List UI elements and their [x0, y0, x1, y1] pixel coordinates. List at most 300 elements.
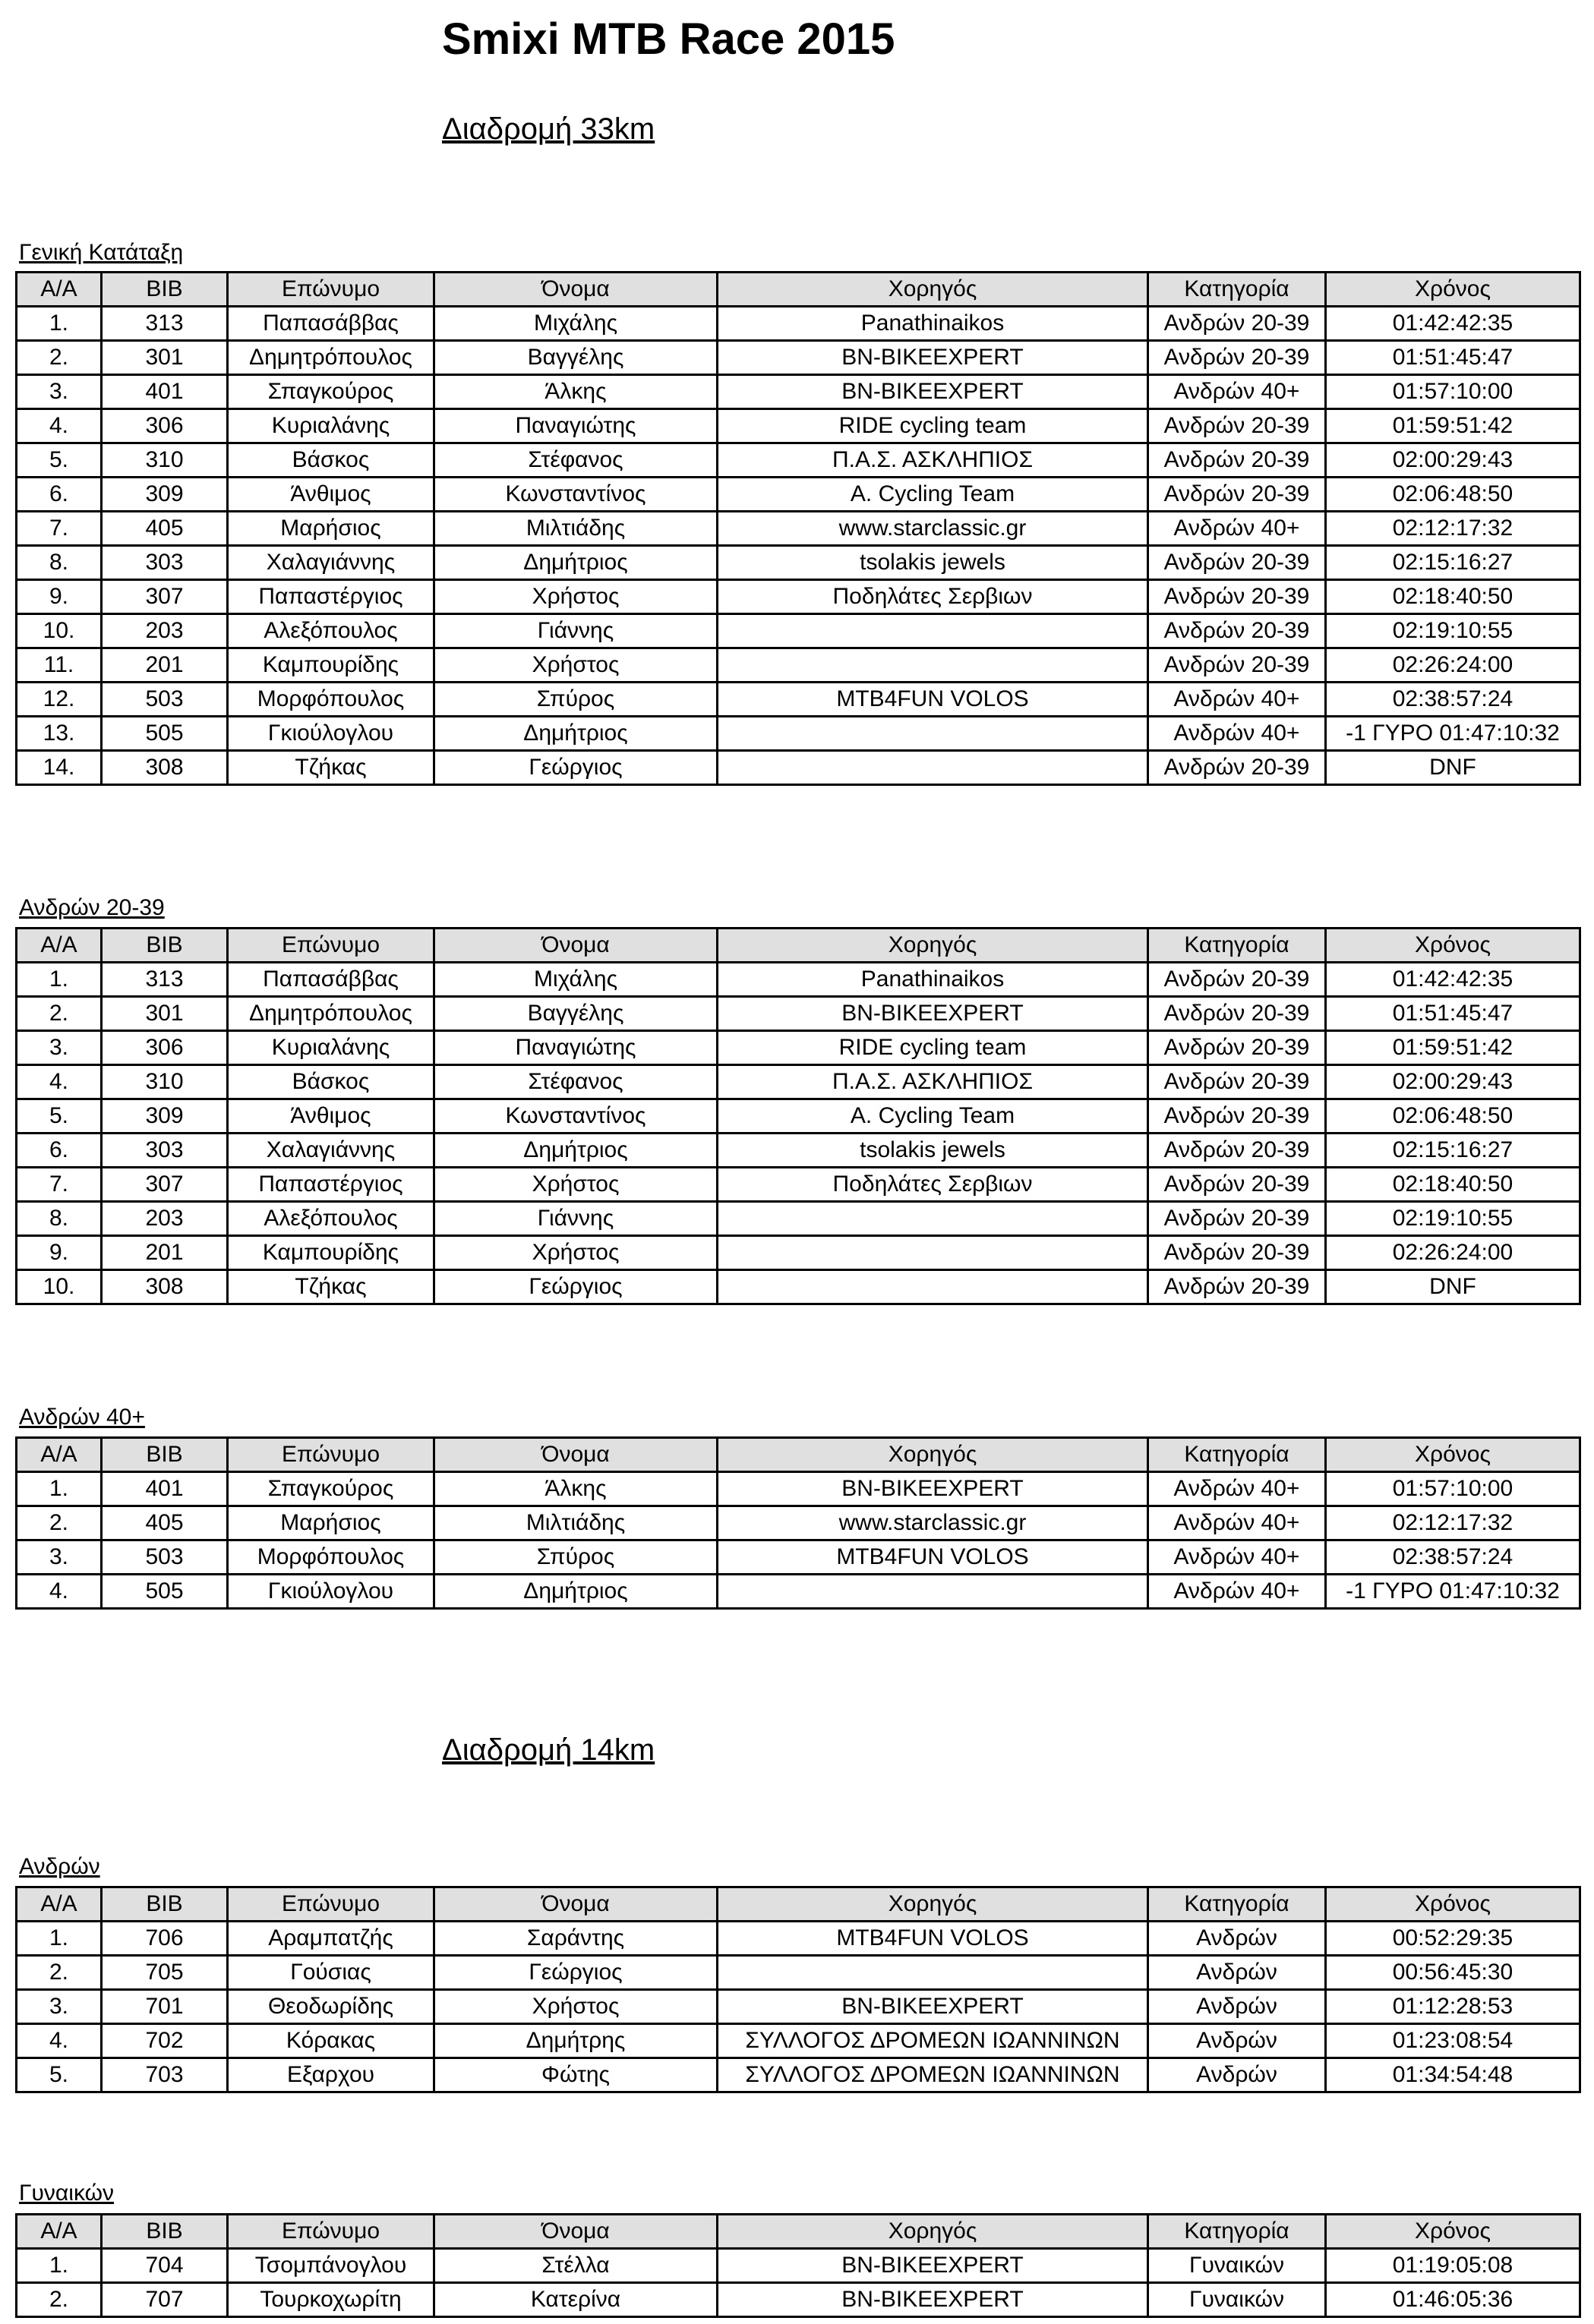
table-row	[17, 580, 1580, 614]
column-header-position: Α/Α	[17, 273, 102, 307]
column-header-bib: BIB	[102, 2215, 228, 2249]
column-header-time: Χρόνος	[1326, 1887, 1580, 1922]
cell-surname: Βάσκος	[228, 443, 434, 478]
cell-position: 7.	[17, 512, 102, 546]
cell-bib: 306	[102, 409, 228, 443]
cell-position: 2.	[17, 1956, 102, 1990]
table-row	[17, 1575, 1580, 1609]
cell-surname: Παπασάββας	[228, 963, 434, 997]
cell-bib: 313	[102, 963, 228, 997]
table-row	[17, 997, 1580, 1031]
column-header-time: Χρόνος	[1326, 2215, 1580, 2249]
cell-time: 01:46:05:36	[1326, 2283, 1580, 2317]
cell-position: 8.	[17, 546, 102, 580]
cell-sponsor: RIDE cycling team	[718, 1031, 1148, 1065]
cell-first-name: Κωνσταντίνος	[434, 1099, 718, 1134]
cell-bib: 401	[102, 1472, 228, 1506]
cell-category: Ανδρών 20-39	[1148, 614, 1326, 648]
column-header-sponsor: Χορηγός	[718, 2215, 1148, 2249]
cell-time: 01:57:10:00	[1326, 1472, 1580, 1506]
cell-position: 5.	[17, 1099, 102, 1134]
cell-position: 1.	[17, 1472, 102, 1506]
cell-time: 01:23:08:54	[1326, 2024, 1580, 2058]
column-header-first-name: Όνομα	[434, 929, 718, 963]
cell-surname: Τουρκοχωρίτη	[228, 2283, 434, 2317]
cell-category: Ανδρών 40+	[1148, 717, 1326, 751]
column-header-category: Κατηγορία	[1148, 1887, 1326, 1922]
column-header-surname: Επώνυμο	[228, 273, 434, 307]
cell-sponsor: Ποδηλάτες Σερβιων	[718, 1168, 1148, 1202]
cell-category: Ανδρών 20-39	[1148, 307, 1326, 341]
table-row	[17, 1990, 1580, 2024]
cell-bib: 306	[102, 1031, 228, 1065]
cell-first-name: Άλκης	[434, 375, 718, 409]
cell-surname: Κυριαλάνης	[228, 1031, 434, 1065]
cell-sponsor: Π.Α.Σ. ΑΣΚΛΗΠΙΟΣ	[718, 443, 1148, 478]
cell-position: 3.	[17, 1990, 102, 2024]
cell-time: -1 ΓΥΡΟ 01:47:10:32	[1326, 717, 1580, 751]
cell-time: DNF	[1326, 751, 1580, 785]
cell-position: 4.	[17, 1575, 102, 1609]
cell-first-name: Άλκης	[434, 1472, 718, 1506]
cell-sponsor	[718, 1575, 1148, 1609]
cell-position: 13.	[17, 717, 102, 751]
cell-first-name: Βαγγέλης	[434, 341, 718, 375]
cell-bib: 503	[102, 683, 228, 717]
table-row	[17, 546, 1580, 580]
cell-time: 01:51:45:47	[1326, 341, 1580, 375]
cell-category: Ανδρών 20-39	[1148, 1134, 1326, 1168]
table-header-row	[17, 1438, 1580, 1472]
cell-time: 02:12:17:32	[1326, 512, 1580, 546]
cell-sponsor	[718, 648, 1148, 683]
cell-sponsor: www.starclassic.gr	[718, 512, 1148, 546]
results-table-women-14km	[15, 2213, 1581, 2318]
cell-bib: 308	[102, 751, 228, 785]
cell-bib: 707	[102, 2283, 228, 2317]
table-row	[17, 1506, 1580, 1540]
cell-sponsor: MTB4FUN VOLOS	[718, 683, 1148, 717]
cell-category: Ανδρών 40+	[1148, 1540, 1326, 1575]
cell-time: 02:18:40:50	[1326, 580, 1580, 614]
cell-bib: 704	[102, 2249, 228, 2283]
cell-surname: Θεοδωρίδης	[228, 1990, 434, 2024]
cell-category: Ανδρών 20-39	[1148, 1031, 1326, 1065]
cell-category: Ανδρών 20-39	[1148, 580, 1326, 614]
cell-bib: 307	[102, 1168, 228, 1202]
cell-first-name: Στέφανος	[434, 1065, 718, 1099]
cell-time: 02:06:48:50	[1326, 478, 1580, 512]
table-row	[17, 1472, 1580, 1506]
cell-position: 4.	[17, 1065, 102, 1099]
cell-bib: 308	[102, 1270, 228, 1304]
cell-first-name: Σπύρος	[434, 1540, 718, 1575]
cell-first-name: Γεώργιος	[434, 1270, 718, 1304]
cell-surname: Γκιούλογλου	[228, 717, 434, 751]
cell-surname: Δημητρόπουλος	[228, 997, 434, 1031]
cell-position: 11.	[17, 648, 102, 683]
column-header-surname: Επώνυμο	[228, 929, 434, 963]
table-row	[17, 751, 1580, 785]
cell-first-name: Γιάννης	[434, 614, 718, 648]
cell-category: Ανδρών 20-39	[1148, 963, 1326, 997]
cell-time: 02:26:24:00	[1326, 1236, 1580, 1270]
cell-sponsor: tsolakis jewels	[718, 546, 1148, 580]
column-header-category: Κατηγορία	[1148, 273, 1326, 307]
cell-bib: 301	[102, 997, 228, 1031]
table-row	[17, 1956, 1580, 1990]
cell-sponsor	[718, 717, 1148, 751]
cell-position: 4.	[17, 2024, 102, 2058]
cell-first-name: Γιάννης	[434, 1202, 718, 1236]
table-row	[17, 1922, 1580, 1956]
cell-category: Ανδρών 20-39	[1148, 1168, 1326, 1202]
cell-sponsor: BN-BIKEEXPERT	[718, 2249, 1148, 2283]
column-header-category: Κατηγορία	[1148, 929, 1326, 963]
section-label-men-20-39: Ανδρών 20-39	[19, 895, 165, 920]
cell-position: 5.	[17, 2058, 102, 2092]
cell-sponsor: BN-BIKEEXPERT	[718, 375, 1148, 409]
cell-time: 01:34:54:48	[1326, 2058, 1580, 2092]
table-row	[17, 1168, 1580, 1202]
cell-surname: Αλεξόπουλος	[228, 1202, 434, 1236]
cell-category: Ανδρών 40+	[1148, 375, 1326, 409]
cell-category: Ανδρών 20-39	[1148, 1202, 1326, 1236]
cell-sponsor	[718, 1202, 1148, 1236]
cell-surname: Μαρήσιος	[228, 512, 434, 546]
cell-sponsor: RIDE cycling team	[718, 409, 1148, 443]
cell-sponsor: tsolakis jewels	[718, 1134, 1148, 1168]
cell-position: 3.	[17, 1031, 102, 1065]
cell-position: 3.	[17, 1540, 102, 1575]
cell-category: Ανδρών	[1148, 2024, 1326, 2058]
cell-surname: Εξαρχου	[228, 2058, 434, 2092]
cell-time: 02:06:48:50	[1326, 1099, 1580, 1134]
column-header-surname: Επώνυμο	[228, 1887, 434, 1922]
cell-first-name: Γεώργιος	[434, 751, 718, 785]
cell-surname: Κόρακας	[228, 2024, 434, 2058]
cell-first-name: Παναγιώτης	[434, 409, 718, 443]
cell-first-name: Δημήτριος	[434, 717, 718, 751]
table-row	[17, 512, 1580, 546]
cell-sponsor	[718, 751, 1148, 785]
cell-category: Ανδρών 20-39	[1148, 409, 1326, 443]
cell-bib: 201	[102, 648, 228, 683]
table-row	[17, 2283, 1580, 2317]
cell-category: Ανδρών 40+	[1148, 512, 1326, 546]
column-header-surname: Επώνυμο	[228, 2215, 434, 2249]
column-header-first-name: Όνομα	[434, 1887, 718, 1922]
cell-category: Γυναικών	[1148, 2249, 1326, 2283]
cell-category: Ανδρών 40+	[1148, 683, 1326, 717]
column-header-position: Α/Α	[17, 929, 102, 963]
cell-sponsor	[718, 1236, 1148, 1270]
cell-first-name: Στέφανος	[434, 443, 718, 478]
cell-sponsor: A. Cycling Team	[718, 478, 1148, 512]
cell-bib: 705	[102, 1956, 228, 1990]
cell-category: Ανδρών 40+	[1148, 1472, 1326, 1506]
cell-time: -1 ΓΥΡΟ 01:47:10:32	[1326, 1575, 1580, 1609]
cell-first-name: Χρήστος	[434, 1168, 718, 1202]
page-title: Smixi MTB Race 2015	[442, 14, 895, 64]
cell-bib: 310	[102, 1065, 228, 1099]
cell-position: 2.	[17, 1506, 102, 1540]
cell-surname: Παπασάββας	[228, 307, 434, 341]
column-header-bib: BIB	[102, 929, 228, 963]
cell-bib: 505	[102, 717, 228, 751]
results-table-overall	[15, 271, 1581, 786]
table-row	[17, 409, 1580, 443]
cell-time: 02:00:29:43	[1326, 443, 1580, 478]
cell-first-name: Μιλτιάδης	[434, 1506, 718, 1540]
column-header-time: Χρόνος	[1326, 929, 1580, 963]
cell-first-name: Δημήτρης	[434, 2024, 718, 2058]
cell-position: 6.	[17, 478, 102, 512]
column-header-bib: BIB	[102, 1438, 228, 1472]
cell-position: 4.	[17, 409, 102, 443]
cell-bib: 309	[102, 478, 228, 512]
cell-first-name: Σαράντης	[434, 1922, 718, 1956]
cell-time: 01:19:05:08	[1326, 2249, 1580, 2283]
cell-surname: Τζήκας	[228, 751, 434, 785]
cell-category: Ανδρών	[1148, 2058, 1326, 2092]
cell-surname: Χαλαγιάννης	[228, 546, 434, 580]
cell-sponsor: Panathinaikos	[718, 963, 1148, 997]
cell-category: Ανδρών 20-39	[1148, 751, 1326, 785]
cell-first-name: Χρήστος	[434, 580, 718, 614]
results-table-men-14km	[15, 1886, 1581, 2093]
table-row	[17, 1540, 1580, 1575]
table-row	[17, 2058, 1580, 2092]
cell-position: 2.	[17, 2283, 102, 2317]
table-row	[17, 1236, 1580, 1270]
section-label-men: Ανδρών	[19, 1854, 100, 1879]
cell-time: 02:26:24:00	[1326, 648, 1580, 683]
cell-sponsor: Panathinaikos	[718, 307, 1148, 341]
column-header-sponsor: Χορηγός	[718, 1438, 1148, 1472]
cell-category: Γυναικών	[1148, 2283, 1326, 2317]
cell-first-name: Δημήτριος	[434, 546, 718, 580]
column-header-surname: Επώνυμο	[228, 1438, 434, 1472]
cell-first-name: Μιχάλης	[434, 307, 718, 341]
cell-surname: Παπαστέργιος	[228, 1168, 434, 1202]
cell-sponsor: www.starclassic.gr	[718, 1506, 1148, 1540]
table-row	[17, 2024, 1580, 2058]
cell-position: 14.	[17, 751, 102, 785]
column-header-sponsor: Χορηγός	[718, 929, 1148, 963]
cell-bib: 703	[102, 2058, 228, 2092]
cell-time: 02:18:40:50	[1326, 1168, 1580, 1202]
cell-sponsor	[718, 1956, 1148, 1990]
cell-sponsor: BN-BIKEEXPERT	[718, 1990, 1148, 2024]
cell-position: 1.	[17, 2249, 102, 2283]
table-row	[17, 307, 1580, 341]
cell-bib: 313	[102, 307, 228, 341]
cell-first-name: Κατερίνα	[434, 2283, 718, 2317]
cell-bib: 303	[102, 546, 228, 580]
cell-surname: Τζήκας	[228, 1270, 434, 1304]
cell-time: 02:12:17:32	[1326, 1506, 1580, 1540]
cell-surname: Τσομπάνογλου	[228, 2249, 434, 2283]
cell-position: 12.	[17, 683, 102, 717]
cell-first-name: Φώτης	[434, 2058, 718, 2092]
cell-surname: Βάσκος	[228, 1065, 434, 1099]
section-label-women: Γυναικών	[19, 2181, 114, 2206]
cell-position: 9.	[17, 580, 102, 614]
cell-surname: Κυριαλάνης	[228, 409, 434, 443]
cell-category: Ανδρών 20-39	[1148, 1065, 1326, 1099]
cell-surname: Δημητρόπουλος	[228, 341, 434, 375]
cell-time: 01:59:51:42	[1326, 1031, 1580, 1065]
table-row	[17, 614, 1580, 648]
table-row	[17, 375, 1580, 409]
cell-time: 00:52:29:35	[1326, 1922, 1580, 1956]
cell-time: 02:00:29:43	[1326, 1065, 1580, 1099]
cell-time: 01:59:51:42	[1326, 409, 1580, 443]
cell-time: DNF	[1326, 1270, 1580, 1304]
column-header-category: Κατηγορία	[1148, 2215, 1326, 2249]
cell-surname: Αραμπατζής	[228, 1922, 434, 1956]
cell-time: 02:38:57:24	[1326, 683, 1580, 717]
section-label-men-40plus: Ανδρών 40+	[19, 1405, 145, 1430]
cell-bib: 310	[102, 443, 228, 478]
cell-category: Ανδρών 20-39	[1148, 997, 1326, 1031]
cell-category: Ανδρών 20-39	[1148, 478, 1326, 512]
cell-position: 1.	[17, 1922, 102, 1956]
cell-category: Ανδρών 40+	[1148, 1575, 1326, 1609]
cell-first-name: Δημήτριος	[434, 1134, 718, 1168]
column-header-first-name: Όνομα	[434, 273, 718, 307]
cell-first-name: Γεώργιος	[434, 1956, 718, 1990]
cell-category: Ανδρών 20-39	[1148, 443, 1326, 478]
cell-category: Ανδρών 20-39	[1148, 1236, 1326, 1270]
cell-category: Ανδρών 20-39	[1148, 1270, 1326, 1304]
table-row	[17, 478, 1580, 512]
cell-category: Ανδρών 20-39	[1148, 648, 1326, 683]
cell-sponsor: MTB4FUN VOLOS	[718, 1922, 1148, 1956]
cell-sponsor	[718, 1270, 1148, 1304]
cell-surname: Άνθιμος	[228, 478, 434, 512]
cell-position: 2.	[17, 341, 102, 375]
column-header-bib: BIB	[102, 273, 228, 307]
cell-surname: Αλεξόπουλος	[228, 614, 434, 648]
cell-category: Ανδρών	[1148, 1956, 1326, 1990]
cell-position: 5.	[17, 443, 102, 478]
cell-bib: 203	[102, 614, 228, 648]
table-row	[17, 1099, 1580, 1134]
cell-time: 01:57:10:00	[1326, 375, 1580, 409]
cell-sponsor: BN-BIKEEXPERT	[718, 1472, 1148, 1506]
cell-bib: 309	[102, 1099, 228, 1134]
cell-position: 2.	[17, 997, 102, 1031]
table-row	[17, 1031, 1580, 1065]
cell-time: 01:42:42:35	[1326, 307, 1580, 341]
table-header-row	[17, 273, 1580, 307]
cell-sponsor: BN-BIKEEXPERT	[718, 2283, 1148, 2317]
cell-position: 8.	[17, 1202, 102, 1236]
table-row	[17, 648, 1580, 683]
column-header-position: Α/Α	[17, 1887, 102, 1922]
results-table-men-20-39	[15, 927, 1581, 1305]
cell-position: 10.	[17, 1270, 102, 1304]
cell-first-name: Μιχάλης	[434, 963, 718, 997]
cell-position: 10.	[17, 614, 102, 648]
column-header-time: Χρόνος	[1326, 273, 1580, 307]
cell-time: 02:38:57:24	[1326, 1540, 1580, 1575]
column-header-position: Α/Α	[17, 1438, 102, 1472]
cell-surname: Χαλαγιάννης	[228, 1134, 434, 1168]
cell-position: 1.	[17, 963, 102, 997]
table-row	[17, 1065, 1580, 1099]
cell-time: 02:15:16:27	[1326, 546, 1580, 580]
cell-category: Ανδρών	[1148, 1990, 1326, 2024]
cell-time: 01:42:42:35	[1326, 963, 1580, 997]
cell-first-name: Χρήστος	[434, 1236, 718, 1270]
cell-surname: Άνθιμος	[228, 1099, 434, 1134]
cell-bib: 503	[102, 1540, 228, 1575]
cell-position: 6.	[17, 1134, 102, 1168]
cell-first-name: Βαγγέλης	[434, 997, 718, 1031]
cell-bib: 706	[102, 1922, 228, 1956]
column-header-position: Α/Α	[17, 2215, 102, 2249]
cell-sponsor: BN-BIKEEXPERT	[718, 341, 1148, 375]
cell-bib: 307	[102, 580, 228, 614]
column-header-sponsor: Χορηγός	[718, 273, 1148, 307]
cell-category: Ανδρών 20-39	[1148, 1099, 1326, 1134]
column-header-first-name: Όνομα	[434, 1438, 718, 1472]
cell-sponsor: BN-BIKEEXPERT	[718, 997, 1148, 1031]
cell-time: 01:51:45:47	[1326, 997, 1580, 1031]
cell-category: Ανδρών 40+	[1148, 1506, 1326, 1540]
cell-first-name: Μιλτιάδης	[434, 512, 718, 546]
table-row	[17, 341, 1580, 375]
cell-bib: 505	[102, 1575, 228, 1609]
cell-category: Ανδρών 20-39	[1148, 546, 1326, 580]
table-row	[17, 683, 1580, 717]
cell-first-name: Κωνσταντίνος	[434, 478, 718, 512]
cell-time: 02:15:16:27	[1326, 1134, 1580, 1168]
table-row	[17, 717, 1580, 751]
cell-time: 02:19:10:55	[1326, 1202, 1580, 1236]
cell-surname: Γούσιας	[228, 1956, 434, 1990]
cell-surname: Μορφόπουλος	[228, 1540, 434, 1575]
cell-surname: Μορφόπουλος	[228, 683, 434, 717]
cell-surname: Σπαγκούρος	[228, 375, 434, 409]
cell-bib: 405	[102, 1506, 228, 1540]
column-header-bib: BIB	[102, 1887, 228, 1922]
table-row	[17, 2249, 1580, 2283]
cell-position: 1.	[17, 307, 102, 341]
cell-sponsor: A. Cycling Team	[718, 1099, 1148, 1134]
cell-bib: 701	[102, 1990, 228, 2024]
cell-bib: 405	[102, 512, 228, 546]
cell-position: 9.	[17, 1236, 102, 1270]
table-header-row	[17, 1887, 1580, 1922]
table-header-row	[17, 2215, 1580, 2249]
cell-surname: Καμπουρίδης	[228, 648, 434, 683]
cell-bib: 201	[102, 1236, 228, 1270]
route-heading-33km: Διαδρομή 33km	[442, 112, 655, 146]
table-row	[17, 1270, 1580, 1304]
cell-surname: Σπαγκούρος	[228, 1472, 434, 1506]
cell-bib: 303	[102, 1134, 228, 1168]
cell-time: 02:19:10:55	[1326, 614, 1580, 648]
cell-sponsor: ΣΥΛΛΟΓΟΣ ΔΡΟΜΕΩΝ ΙΩΑΝΝΙΝΩΝ	[718, 2058, 1148, 2092]
section-label-overall: Γενική Κατάταξη	[19, 240, 184, 265]
cell-first-name: Στέλλα	[434, 2249, 718, 2283]
cell-first-name: Δημήτριος	[434, 1575, 718, 1609]
column-header-category: Κατηγορία	[1148, 1438, 1326, 1472]
